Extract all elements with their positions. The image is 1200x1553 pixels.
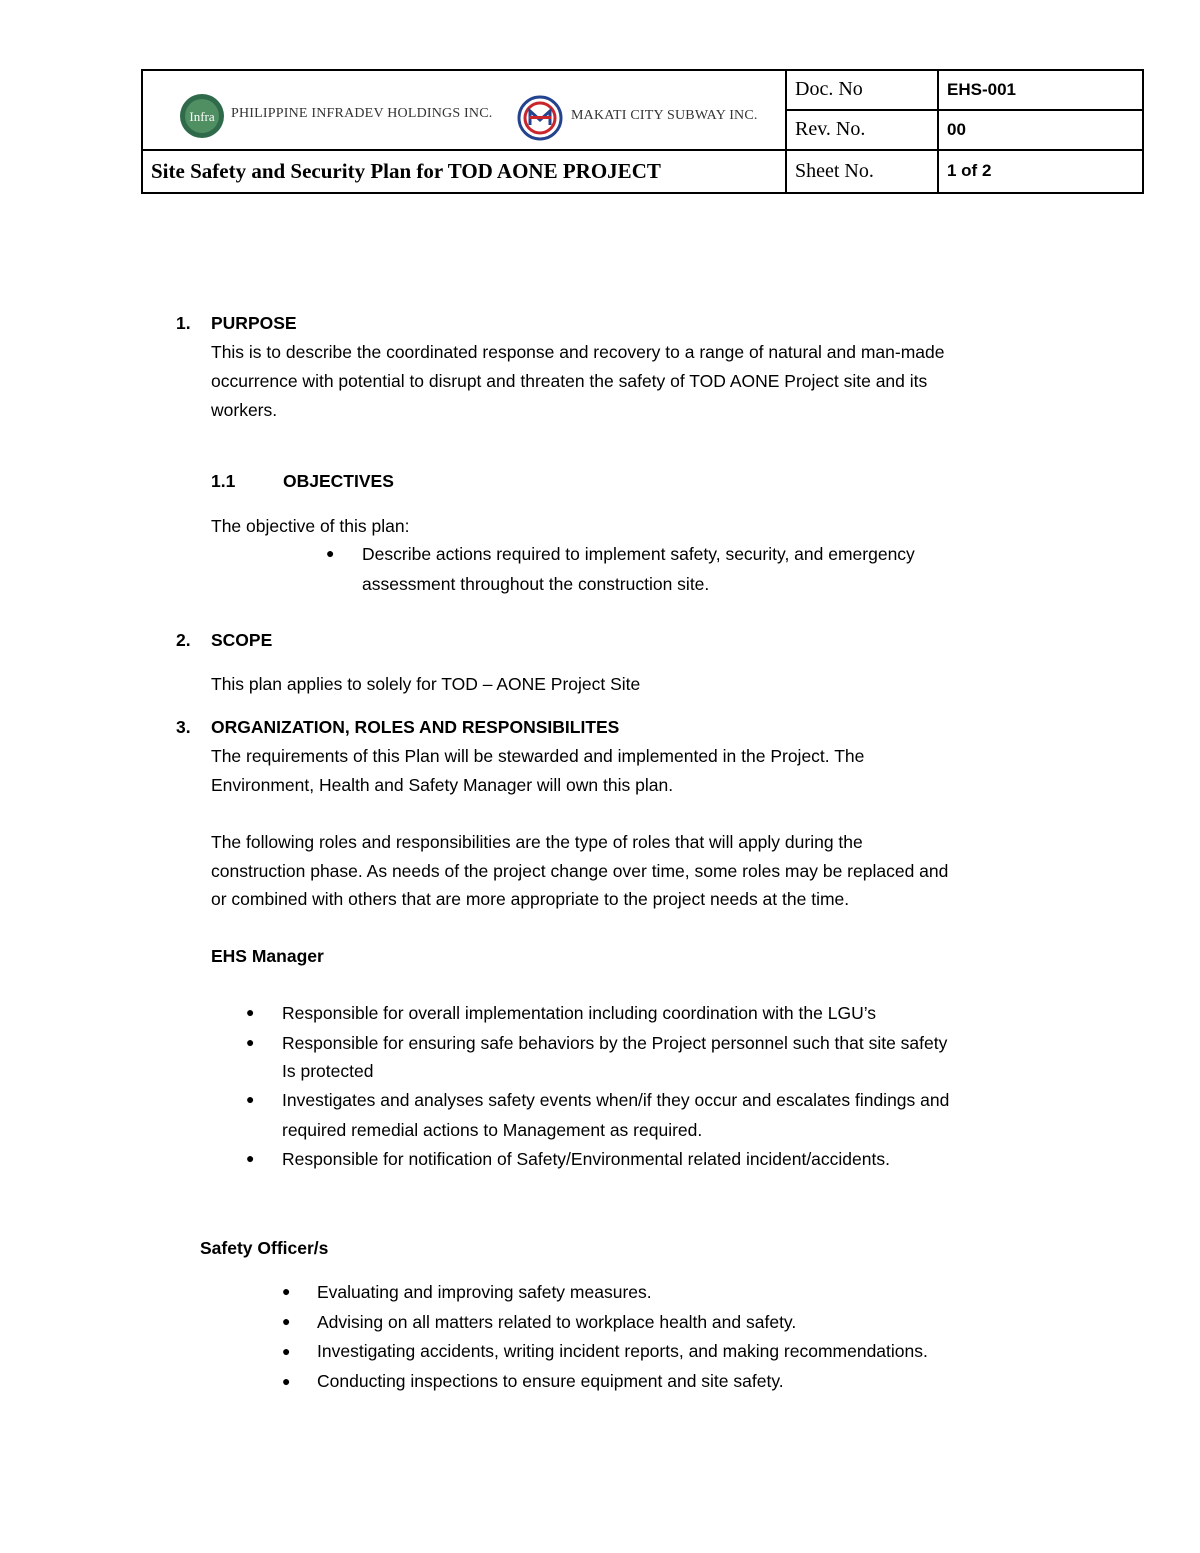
safety-officer-item: Evaluating and improving safety measures. [317, 1282, 652, 1302]
organization-para2-line: construction phase. As needs of the project change over time, some roles may be replaced and [211, 861, 949, 881]
bullet-icon: ● [246, 1034, 255, 1050]
scope-number: 2. [176, 630, 191, 650]
ehs-manager-item: Responsible for ensuring safe behaviors by the Project personnel such that site safety [282, 1033, 948, 1053]
bullet-icon: ● [282, 1283, 291, 1299]
organization-number: 3. [176, 717, 191, 737]
organization-para1-line: Environment, Health and Safety Manager will own this plan. [211, 775, 674, 795]
svg-text:Infra: Infra [189, 109, 215, 124]
safety-officer-item: Investigating accidents, writing incident reports, and making recommendations. [317, 1341, 928, 1361]
organization-para2-line: or combined with others that are more appropriate to the project needs at the time. [211, 889, 850, 909]
bullet-icon: ● [282, 1373, 291, 1389]
bullet-icon: ● [282, 1343, 291, 1359]
doc-no-value: EHS-001 [938, 70, 1143, 110]
ehs-manager-item-cont: required remedial actions to Management as required. [282, 1120, 703, 1140]
bullet-icon: ● [246, 1004, 255, 1020]
organization-heading: ORGANIZATION, ROLES AND RESPONSIBILITES [211, 717, 620, 737]
purpose-line: workers. [211, 400, 278, 420]
safety-officer-heading: Safety Officer/s [200, 1238, 329, 1258]
bullet-icon: ● [282, 1313, 291, 1329]
objectives-bullet-line: Describe actions required to implement safety, security, and emergency [362, 544, 915, 564]
bullet-icon: ● [246, 1150, 255, 1166]
company2-name: MAKATI CITY SUBWAY INC. [571, 108, 758, 123]
ehs-manager-heading: EHS Manager [211, 946, 324, 966]
safety-officer-item: Conducting inspections to ensure equipment and site safety. [317, 1371, 784, 1391]
doc-no-label: Doc. No [786, 70, 938, 110]
safety-officer-item: Advising on all matters related to workplace health and safety. [317, 1312, 797, 1332]
ehs-manager-item: Investigates and analyses safety events when/if they occur and escalates findings and [282, 1090, 950, 1110]
objectives-heading: OBJECTIVES [283, 471, 394, 491]
ehs-manager-item-cont: Is protected [282, 1061, 374, 1081]
objectives-number: 1.1 [211, 471, 236, 491]
organization-para1-line: The requirements of this Plan will be stewarded and implemented in the Project. The [211, 746, 865, 766]
objectives-intro: The objective of this plan: [211, 516, 410, 536]
scope-heading: SCOPE [211, 630, 273, 650]
sheet-no-label: Sheet No. [786, 150, 938, 193]
rev-no-label: Rev. No. [786, 110, 938, 150]
logos-cell [142, 70, 786, 150]
bullet-icon: ● [246, 1091, 255, 1107]
makati-subway-logo-icon [517, 95, 563, 141]
purpose-line: occurrence with potential to disrupt and threaten the safety of TOD AONE Project site and its [211, 371, 928, 391]
document-header-table [141, 69, 1144, 194]
ehs-manager-item: Responsible for notification of Safety/Environmental related incident/accidents. [282, 1149, 890, 1169]
purpose-number: 1. [176, 313, 191, 333]
company1-name: PHILIPPINE INFRADEV HOLDINGS INC. [231, 106, 493, 121]
purpose-heading: PURPOSE [211, 313, 297, 333]
infra-logo-icon [179, 93, 225, 139]
sheet-no-value: 1 of 2 [938, 150, 1143, 193]
objectives-bullet-line: assessment throughout the construction site. [362, 574, 710, 594]
rev-no-value: 00 [938, 110, 1143, 150]
organization-para2-line: The following roles and responsibilities are the type of roles that will apply during the [211, 832, 863, 852]
ehs-manager-item: Responsible for overall implementation including coordination with the LGU’s [282, 1003, 877, 1023]
bullet-icon: ● [326, 545, 335, 561]
document-title: Site Safety and Security Plan for TOD AONE PROJECT [142, 150, 786, 193]
scope-text: This plan applies to solely for TOD – AONE Project Site [211, 674, 641, 694]
purpose-line: This is to describe the coordinated response and recovery to a range of natural and man-made [211, 342, 945, 362]
